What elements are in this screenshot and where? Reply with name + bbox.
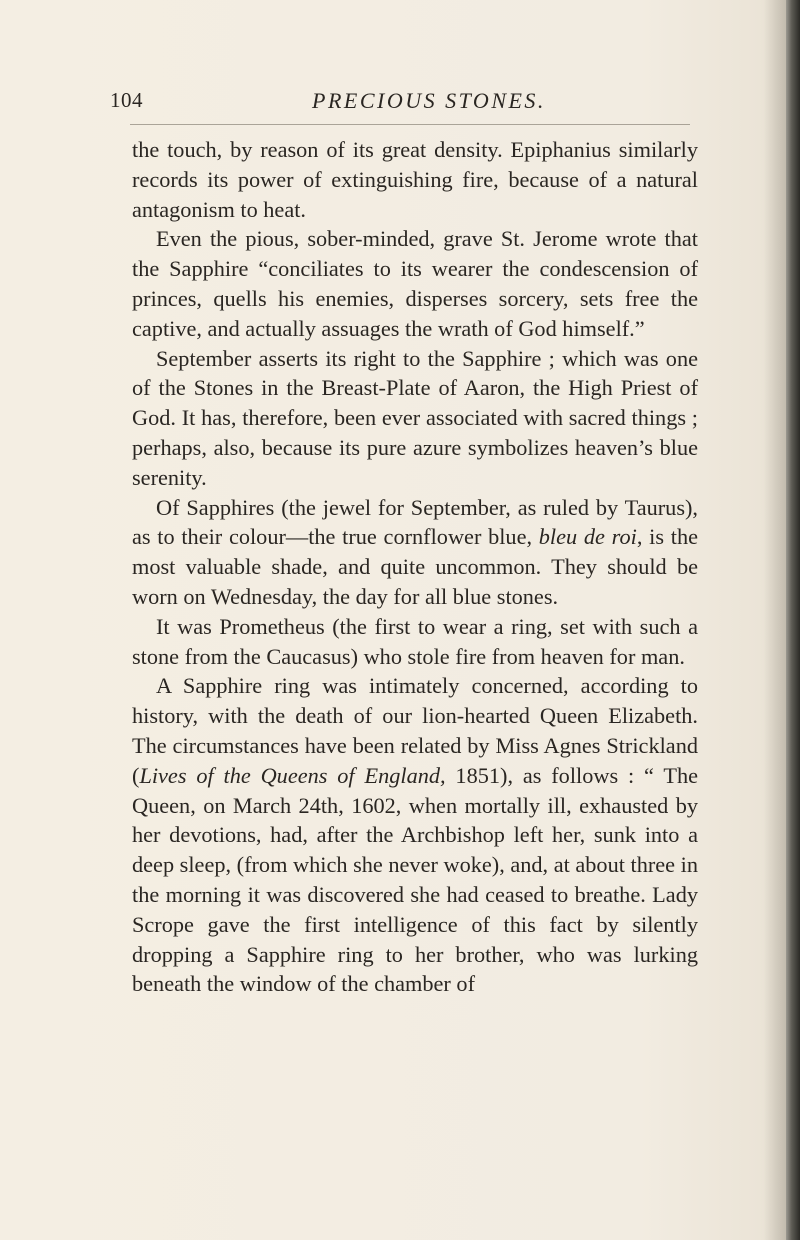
paragraph-4 [132, 493, 698, 612]
running-title: PRECIOUS STONES. [312, 88, 546, 113]
paragraph-4-part-1: Of Sapphires (the jewel for September, as ruled by Taurus), as to their colour—the true cornflower blue, [132, 494, 698, 550]
paragraph-6-italic: Lives of the Queens of England, [139, 762, 446, 788]
paragraph-4-italic: bleu de roi [538, 524, 637, 550]
header-rule [130, 124, 690, 125]
paragraph-6-part-1: A Sapphire ring was intimately concerned, according to history, with the death of our lion-hearted Queen Elizabeth. The circumstances have been related by Miss Agnes Strickland ( [132, 673, 698, 788]
body-text [132, 135, 698, 999]
binding-shadow [764, 0, 786, 1240]
paragraph-5: It was Prometheus (the first to wear a ring, set with such a stone from the Caucasus) who stole fire from heaven for man. [132, 613, 698, 669]
paragraph-1: the touch, by reason of its great density. Epiphanius similarly records its power of extinguishing fire, because of a natural antagonism to heat. [132, 137, 698, 222]
page-number: 104 [110, 88, 143, 112]
paragraph-6 [132, 671, 698, 999]
paragraph-6-part-2: 1851), as follows : “ The Queen, on March 24th, 1602, when mortally ill, exhausted by her devotions, had, after the Archbishop left her, sunk into a deep sleep, (from which she never woke), and, at about three in the morning it was discovered she had ceased to breathe. Lady Scrope gave the first intelligence of this fact by silently dropping a Sapphire ring to her brother, who was lurking beneath the window of the chamber of [132, 762, 698, 997]
paragraph-2: Even the pious, sober-minded, grave St. Jerome wrote that the Sapphire “conciliates to its wearer the condescension of princes, quells his enemies, disperses sorcery, sets free the captive, and actually assuages the wrath of God himself.” [132, 226, 698, 341]
book-binding-edge [786, 0, 800, 1240]
running-header [110, 88, 710, 118]
paragraph-4-part-2: , is the most valuable shade, and quite uncommon. They should be worn on Wednesday, the day for all blue stones. [132, 524, 698, 609]
paragraph-3: September asserts its right to the Sapphire ; which was one of the Stones in the Breast-Plate of Aaron, the High Priest of God. It has, therefore, been ever associated with sacred things ; perhaps, also, because its pure azure symbolizes heaven’s blue serenity. [132, 345, 698, 490]
